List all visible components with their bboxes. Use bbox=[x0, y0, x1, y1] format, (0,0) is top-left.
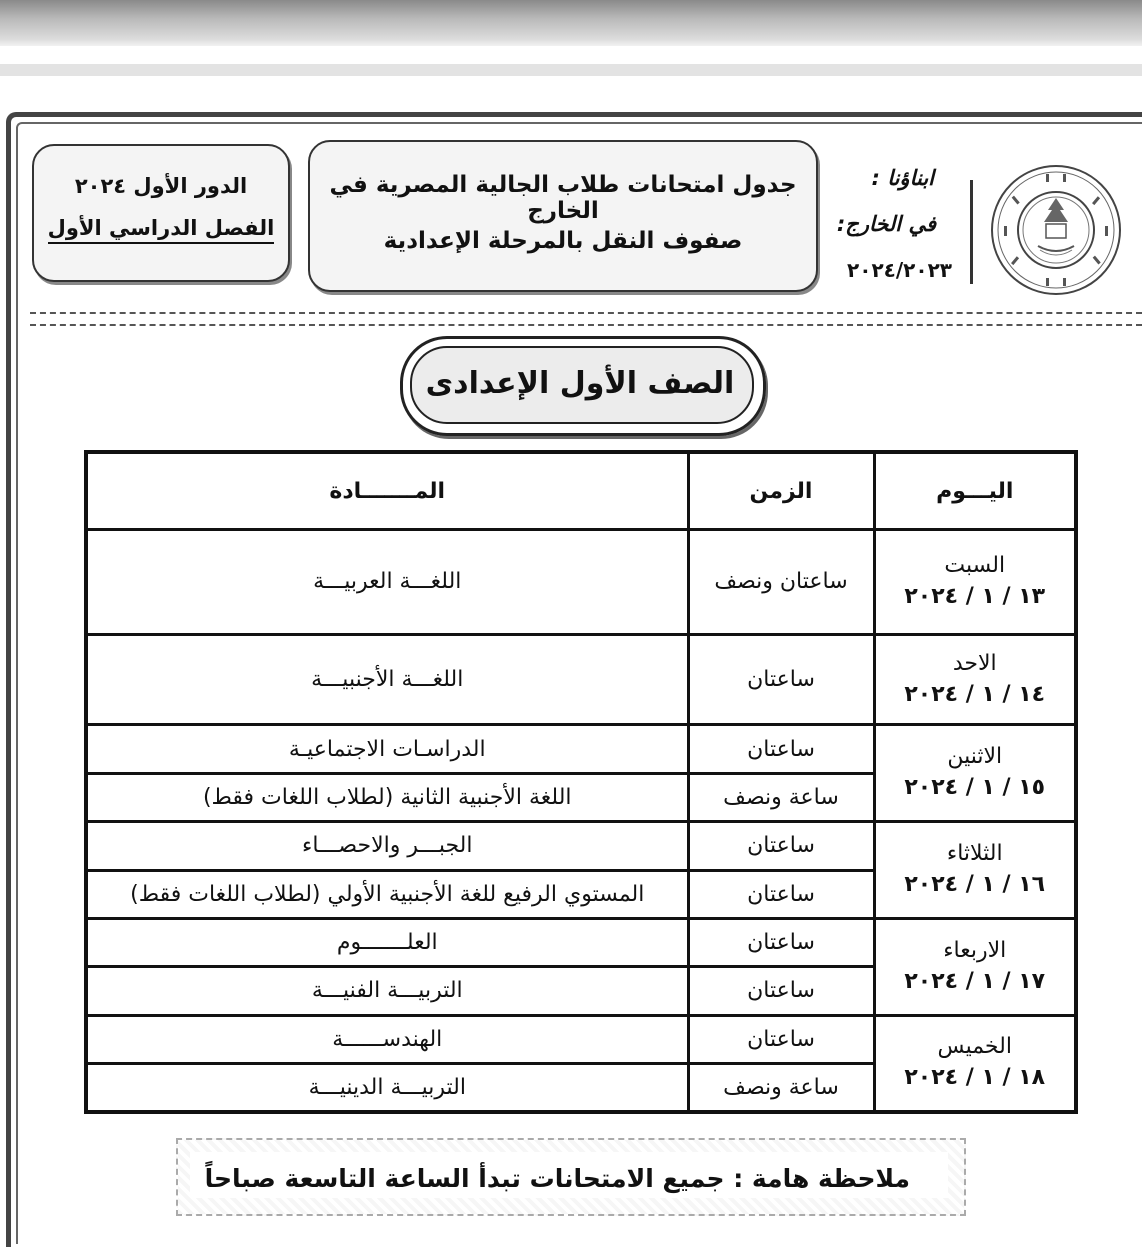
separator-line bbox=[30, 312, 1142, 326]
grade-title: الصف الأول الإعدادى bbox=[425, 366, 735, 401]
table-row bbox=[86, 822, 1076, 870]
exam-subject: اللغـــة العربيـــة bbox=[86, 530, 688, 635]
table-row bbox=[86, 1015, 1076, 1063]
day-cell bbox=[874, 1015, 1076, 1112]
header-day: اليـــوم bbox=[874, 452, 1076, 530]
header-subject: المـــــــادة bbox=[86, 452, 688, 530]
abroad-line-2: في الخارج: bbox=[836, 212, 936, 236]
exam-duration: ساعتان bbox=[688, 870, 874, 918]
day-date: ١٥ / ١ / ٢٠٢٤ bbox=[904, 775, 1046, 801]
day-date: ١٨ / ١ / ٢٠٢٤ bbox=[904, 1065, 1046, 1091]
day-name: الاثنين bbox=[947, 744, 1003, 770]
day-date: ١٦ / ١ / ٢٠٢٤ bbox=[904, 872, 1046, 898]
title-box bbox=[308, 140, 818, 292]
day-cell bbox=[874, 822, 1076, 919]
day-cell bbox=[874, 634, 1076, 725]
exam-duration: ساعتان bbox=[688, 634, 874, 725]
semester-label: الفصل الدراسي الأول bbox=[34, 216, 288, 240]
exam-subject: التربيـــة الدينيـــة bbox=[86, 1064, 688, 1113]
day-date: ١٧ / ١ / ٢٠٢٤ bbox=[904, 968, 1046, 994]
table-row bbox=[86, 530, 1076, 635]
exam-duration: ساعتان bbox=[688, 725, 874, 773]
academic-year: ٢٠٢٤/٢٠٢٣ bbox=[847, 258, 952, 282]
day-name: الاربعاء bbox=[943, 937, 1007, 963]
important-note: ملاحظة هامة : جميع الامتحانات تبدأ الساعة التاسعة صباحاً bbox=[204, 1164, 910, 1193]
exam-duration: ساعتان bbox=[688, 918, 874, 966]
exam-duration: ساعة ونصف bbox=[688, 773, 874, 821]
exam-subject: الجبـــر والاحصـــاء bbox=[86, 822, 688, 870]
exam-round-label: الدور الأول ٢٠٢٤ bbox=[74, 174, 248, 198]
table-header-row bbox=[86, 452, 1076, 530]
day-name: السبت bbox=[944, 552, 1006, 578]
abroad-label-block bbox=[836, 160, 956, 290]
ministry-seal-icon bbox=[986, 160, 1126, 300]
exam-duration: ساعتان bbox=[688, 822, 874, 870]
day-cell bbox=[874, 530, 1076, 635]
schedule-title: جدول امتحانات طلاب الجالية المصرية في الخارج bbox=[329, 172, 797, 224]
table-row bbox=[86, 918, 1076, 966]
exam-duration: ساعة ونصف bbox=[688, 1064, 874, 1113]
day-cell bbox=[874, 725, 1076, 822]
scan-edge-shadow bbox=[0, 0, 1142, 46]
header-time: الزمن bbox=[688, 452, 874, 530]
abroad-line-1: ابناؤنا : bbox=[871, 166, 934, 190]
exam-duration: ساعتان bbox=[688, 1015, 874, 1063]
logo-divider bbox=[970, 180, 973, 284]
exam-duration: ساعتان bbox=[688, 967, 874, 1015]
table-row bbox=[86, 634, 1076, 725]
day-date: ١٣ / ١ / ٢٠٢٤ bbox=[904, 583, 1046, 609]
day-name: الثلاثاء bbox=[946, 841, 1003, 867]
exam-subject: الهندســــــة bbox=[86, 1015, 688, 1063]
day-name: الخميس bbox=[937, 1034, 1012, 1060]
table-row bbox=[86, 725, 1076, 773]
schedule-grid bbox=[84, 450, 1078, 1114]
schedule-subtitle: صفوف النقل بالمرحلة الإعدادية bbox=[383, 228, 743, 254]
day-date: ١٤ / ١ / ٢٠٢٤ bbox=[904, 681, 1046, 707]
exam-subject: العلـــــــوم bbox=[86, 918, 688, 966]
day-cell bbox=[874, 918, 1076, 1015]
exam-schedule-table bbox=[84, 450, 1078, 1114]
exam-subject: اللغـــة الأجنبيـــة bbox=[86, 634, 688, 725]
term-box bbox=[32, 144, 290, 282]
exam-subject: المستوي الرفيع للغة الأجنبية الأولي (لطلاب اللغات فقط) bbox=[86, 870, 688, 918]
exam-subject: اللغة الأجنبية الثانية (لطلاب اللغات فقط) bbox=[86, 773, 688, 821]
exam-subject: الدراسـات الاجتماعيـة bbox=[86, 725, 688, 773]
scan-edge-line bbox=[0, 64, 1142, 76]
exam-subject: التربيـــة الفنيـــة bbox=[86, 967, 688, 1015]
exam-duration: ساعتان ونصف bbox=[688, 530, 874, 635]
day-name: الاحد bbox=[952, 650, 997, 676]
